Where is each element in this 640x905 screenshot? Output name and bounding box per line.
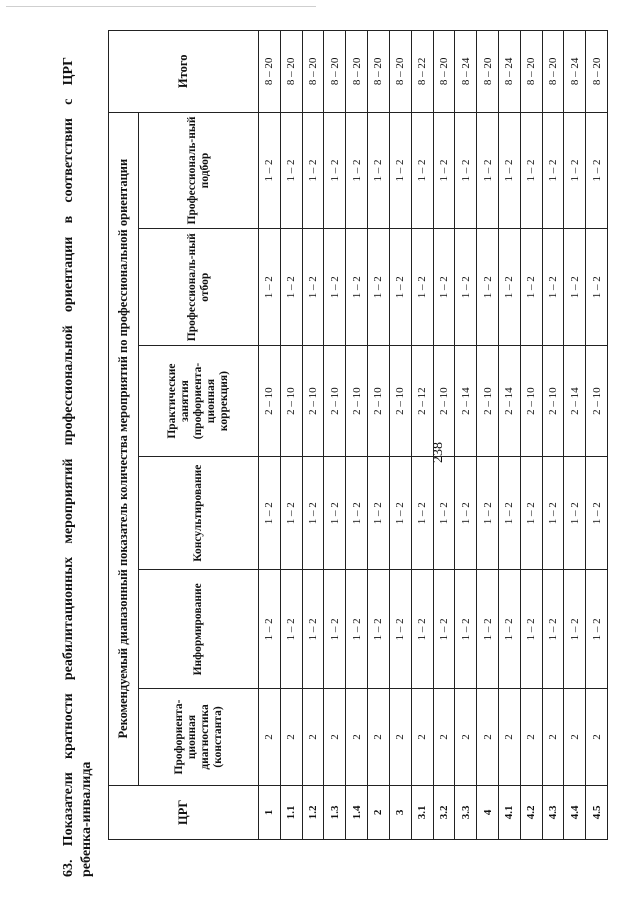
cell-matching: 1 – 2	[389, 112, 411, 229]
cell-code: 1.2	[302, 785, 324, 839]
cell-matching: 1 – 2	[302, 112, 324, 229]
cell-selection: 1 – 2	[586, 229, 608, 346]
rehab-frequency-table	[108, 30, 608, 840]
cell-total: 8 – 24	[564, 31, 586, 113]
header-group: Рекомендуемый диапазонный показатель количества мероприятий по профессиональной ориентации	[109, 112, 139, 785]
cell-total: 8 – 20	[433, 31, 455, 113]
header-col-practical: Практические занятия (профориента-ционная коррекция)	[139, 346, 259, 457]
cell-code: 4.3	[542, 785, 564, 839]
cell-practical: 2 – 10	[324, 346, 346, 457]
table-row	[477, 31, 499, 840]
cell-selection: 1 – 2	[259, 229, 281, 346]
cell-consulting: 1 – 2	[586, 457, 608, 570]
cell-informing: 1 – 2	[542, 570, 564, 689]
cell-total: 8 – 20	[368, 31, 390, 113]
cell-informing: 1 – 2	[368, 570, 390, 689]
cell-code: 1	[259, 785, 281, 839]
table-row	[411, 31, 433, 840]
cell-matching: 1 – 2	[498, 112, 520, 229]
cell-diagnostics: 2	[564, 689, 586, 785]
cell-code: 4.2	[520, 785, 542, 839]
table-row	[564, 31, 586, 840]
cell-code: 1.3	[324, 785, 346, 839]
cell-practical: 2 – 10	[302, 346, 324, 457]
cell-consulting: 1 – 2	[346, 457, 368, 570]
table-caption	[60, 57, 96, 877]
table-row	[542, 31, 564, 840]
cell-code: 1.4	[346, 785, 368, 839]
cell-total: 8 – 20	[477, 31, 499, 113]
cell-selection: 1 – 2	[564, 229, 586, 346]
header-col-matching: Профессиональ-ный подбор	[139, 112, 259, 229]
cell-total: 8 – 24	[455, 31, 477, 113]
table-row	[389, 31, 411, 840]
cell-selection: 1 – 2	[368, 229, 390, 346]
cell-consulting: 1 – 2	[433, 457, 455, 570]
table-row	[346, 31, 368, 840]
table-row	[302, 31, 324, 840]
cell-matching: 1 – 2	[542, 112, 564, 229]
table-row	[455, 31, 477, 840]
cell-consulting: 1 – 2	[368, 457, 390, 570]
cell-consulting: 1 – 2	[455, 457, 477, 570]
page-number: 238	[431, 442, 446, 463]
cell-total: 8 – 20	[259, 31, 281, 113]
cell-selection: 1 – 2	[433, 229, 455, 346]
cell-diagnostics: 2	[411, 689, 433, 785]
cell-selection: 1 – 2	[498, 229, 520, 346]
cell-practical: 2 – 10	[477, 346, 499, 457]
cell-informing: 1 – 2	[411, 570, 433, 689]
cell-code: 3.3	[455, 785, 477, 839]
header-col-selection: Профессиональ-ный отбор	[139, 229, 259, 346]
cell-informing: 1 – 2	[280, 570, 302, 689]
cell-practical: 2 – 14	[564, 346, 586, 457]
table-row	[280, 31, 302, 840]
cell-informing: 1 – 2	[455, 570, 477, 689]
cell-selection: 1 – 2	[477, 229, 499, 346]
cell-matching: 1 – 2	[324, 112, 346, 229]
cell-diagnostics: 2	[520, 689, 542, 785]
cell-total: 8 – 20	[542, 31, 564, 113]
cell-matching: 1 – 2	[520, 112, 542, 229]
cell-informing: 1 – 2	[302, 570, 324, 689]
cell-code: 4.5	[586, 785, 608, 839]
table-row	[520, 31, 542, 840]
cell-practical: 2 – 14	[498, 346, 520, 457]
cell-matching: 1 – 2	[455, 112, 477, 229]
caption-line-1: 63. Показатели кратности реабилитационных мероприятий профессиональной ориентации в соответствии с ЦРГ	[61, 57, 76, 877]
cell-practical: 2 – 10	[259, 346, 281, 457]
cell-selection: 1 – 2	[346, 229, 368, 346]
cell-diagnostics: 2	[302, 689, 324, 785]
table-row	[586, 31, 608, 840]
cell-practical: 2 – 14	[455, 346, 477, 457]
cell-matching: 1 – 2	[280, 112, 302, 229]
cell-informing: 1 – 2	[586, 570, 608, 689]
cell-consulting: 1 – 2	[302, 457, 324, 570]
cell-matching: 1 – 2	[477, 112, 499, 229]
table-row	[368, 31, 390, 840]
cell-practical: 2 – 10	[389, 346, 411, 457]
cell-diagnostics: 2	[259, 689, 281, 785]
cell-matching: 1 – 2	[411, 112, 433, 229]
cell-diagnostics: 2	[542, 689, 564, 785]
header-col-diagnostics: Профориента-ционная диагностика (константа)	[139, 689, 259, 785]
cell-selection: 1 – 2	[411, 229, 433, 346]
cell-matching: 1 – 2	[433, 112, 455, 229]
cell-diagnostics: 2	[280, 689, 302, 785]
cell-consulting: 1 – 2	[498, 457, 520, 570]
cell-diagnostics: 2	[586, 689, 608, 785]
cell-total: 8 – 20	[346, 31, 368, 113]
cell-code: 3	[389, 785, 411, 839]
caption-line-2: ребенка-инвалида	[79, 761, 94, 877]
cell-code: 3.2	[433, 785, 455, 839]
cell-total: 8 – 20	[520, 31, 542, 113]
table-body	[259, 31, 608, 840]
cell-informing: 1 – 2	[259, 570, 281, 689]
cell-consulting: 1 – 2	[280, 457, 302, 570]
cell-consulting: 1 – 2	[259, 457, 281, 570]
cell-informing: 1 – 2	[477, 570, 499, 689]
cell-total: 8 – 20	[389, 31, 411, 113]
cell-matching: 1 – 2	[346, 112, 368, 229]
cell-practical: 2 – 10	[346, 346, 368, 457]
cell-code: 1.1	[280, 785, 302, 839]
cell-diagnostics: 2	[389, 689, 411, 785]
cell-selection: 1 – 2	[520, 229, 542, 346]
cell-informing: 1 – 2	[564, 570, 586, 689]
cell-selection: 1 – 2	[389, 229, 411, 346]
header-col-informing: Информирование	[139, 570, 259, 689]
cell-consulting: 1 – 2	[324, 457, 346, 570]
cell-diagnostics: 2	[433, 689, 455, 785]
cell-diagnostics: 2	[455, 689, 477, 785]
cell-practical: 2 – 10	[542, 346, 564, 457]
header-row-1	[109, 31, 139, 840]
cell-diagnostics: 2	[324, 689, 346, 785]
cell-consulting: 1 – 2	[542, 457, 564, 570]
cell-selection: 1 – 2	[302, 229, 324, 346]
cell-total: 8 – 20	[280, 31, 302, 113]
cell-practical: 2 – 10	[433, 346, 455, 457]
cell-code: 2	[368, 785, 390, 839]
table-row	[498, 31, 520, 840]
cell-informing: 1 – 2	[389, 570, 411, 689]
cell-diagnostics: 2	[498, 689, 520, 785]
header-total: Итого	[109, 31, 259, 113]
cell-practical: 2 – 10	[368, 346, 390, 457]
cell-code: 4	[477, 785, 499, 839]
cell-code: 4.4	[564, 785, 586, 839]
cell-informing: 1 – 2	[324, 570, 346, 689]
cell-consulting: 1 – 2	[389, 457, 411, 570]
cell-practical: 2 – 10	[280, 346, 302, 457]
table-row	[259, 31, 281, 840]
cell-total: 8 – 22	[411, 31, 433, 113]
cell-matching: 1 – 2	[586, 112, 608, 229]
cell-total: 8 – 24	[498, 31, 520, 113]
cell-code: 4.1	[498, 785, 520, 839]
cell-matching: 1 – 2	[259, 112, 281, 229]
cell-informing: 1 – 2	[346, 570, 368, 689]
cell-matching: 1 – 2	[368, 112, 390, 229]
cell-total: 8 – 20	[302, 31, 324, 113]
header-code: ЦРГ	[109, 785, 259, 839]
cell-consulting: 1 – 2	[564, 457, 586, 570]
cell-informing: 1 – 2	[498, 570, 520, 689]
cell-selection: 1 – 2	[455, 229, 477, 346]
cell-diagnostics: 2	[477, 689, 499, 785]
cell-consulting: 1 – 2	[411, 457, 433, 570]
cell-selection: 1 – 2	[324, 229, 346, 346]
header-col-consulting: Консультирование	[139, 457, 259, 570]
cell-diagnostics: 2	[346, 689, 368, 785]
cell-matching: 1 – 2	[564, 112, 586, 229]
cell-total: 8 – 20	[586, 31, 608, 113]
cell-diagnostics: 2	[368, 689, 390, 785]
cell-practical: 2 – 10	[520, 346, 542, 457]
cell-consulting: 1 – 2	[520, 457, 542, 570]
cell-consulting: 1 – 2	[477, 457, 499, 570]
table-row	[433, 31, 455, 840]
cell-informing: 1 – 2	[520, 570, 542, 689]
cell-selection: 1 – 2	[280, 229, 302, 346]
cell-informing: 1 – 2	[433, 570, 455, 689]
header-row-2	[139, 31, 259, 840]
cell-selection: 1 – 2	[542, 229, 564, 346]
cell-practical: 2 – 10	[586, 346, 608, 457]
cell-practical: 2 – 12	[411, 346, 433, 457]
table-row	[324, 31, 346, 840]
cell-code: 3.1	[411, 785, 433, 839]
cell-total: 8 – 20	[324, 31, 346, 113]
